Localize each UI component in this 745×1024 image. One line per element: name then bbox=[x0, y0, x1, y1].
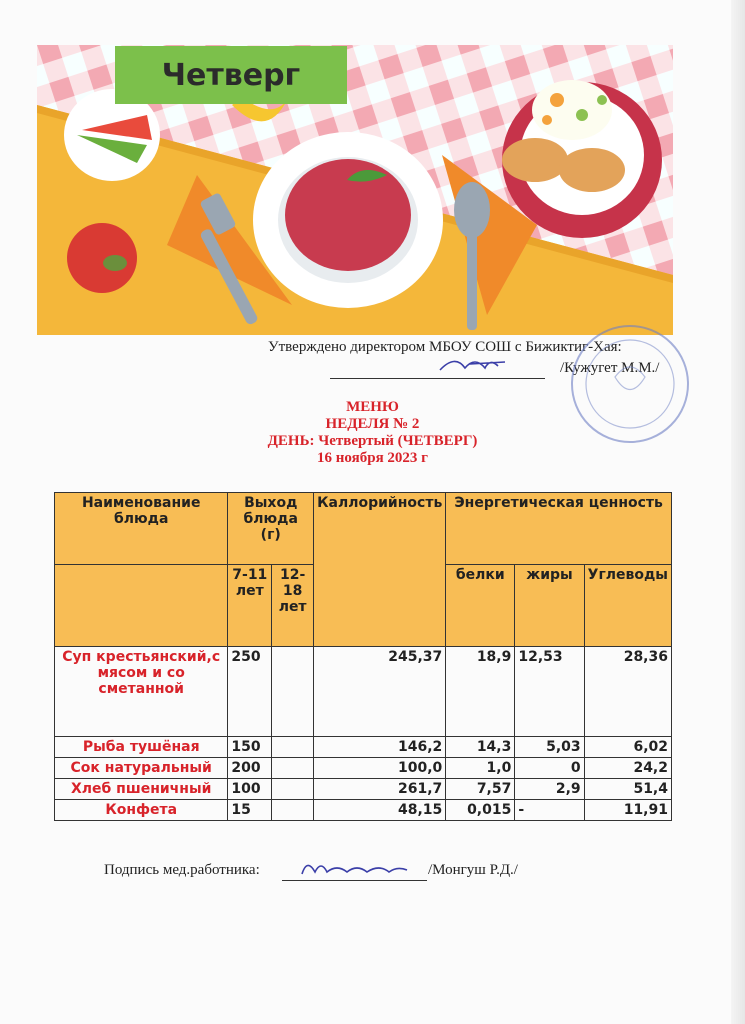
header-age-7-11: 7-11 лет bbox=[228, 565, 272, 647]
menu-table bbox=[54, 492, 672, 821]
medic-signature-line bbox=[282, 864, 427, 881]
table-row bbox=[55, 800, 672, 821]
output-12-18 bbox=[272, 800, 314, 821]
fats-value: - bbox=[515, 800, 584, 821]
output-7-11: 100 bbox=[228, 779, 272, 800]
table-row bbox=[55, 779, 672, 800]
proteins-value: 18,9 bbox=[446, 647, 515, 737]
week-heading: НЕДЕЛЯ № 2 bbox=[325, 416, 420, 432]
date-heading: 16 ноября 2023 г bbox=[317, 450, 428, 466]
output-12-18 bbox=[272, 758, 314, 779]
carbs-value: 28,36 bbox=[584, 647, 671, 737]
calories-value: 261,7 bbox=[314, 779, 446, 800]
medic-name: /Монгуш Р.Д./ bbox=[428, 862, 518, 878]
header-output: Выход блюда (г) bbox=[228, 493, 314, 565]
day-heading: ДЕНЬ: Четвертый (ЧЕТВЕРГ) bbox=[267, 433, 478, 449]
calories-value: 245,37 bbox=[314, 647, 446, 737]
director-signature-line bbox=[330, 362, 545, 379]
approval-line: Утверждено директором МБОУ СОШ с Бижиктиг-Хая: bbox=[268, 339, 622, 355]
dish-name: Рыба тушёная bbox=[55, 737, 228, 758]
carbs-value: 6,02 bbox=[584, 737, 671, 758]
day-title-badge bbox=[115, 46, 347, 104]
dish-name: Сок натуральный bbox=[55, 758, 228, 779]
header-carbs: Углеводы bbox=[584, 565, 671, 647]
header-fats: жиры bbox=[515, 565, 584, 647]
table-header-row bbox=[55, 493, 672, 565]
header-calories: Каллорийность bbox=[314, 493, 446, 647]
table-row bbox=[55, 647, 672, 737]
carbs-value: 11,91 bbox=[584, 800, 671, 821]
fats-value: 0 bbox=[515, 758, 584, 779]
calories-value: 48,15 bbox=[314, 800, 446, 821]
fats-value: 12,53 bbox=[515, 647, 584, 737]
medic-signature bbox=[297, 856, 442, 880]
proteins-value: 0,015 bbox=[446, 800, 515, 821]
header-energy: Энергетическая ценность bbox=[446, 493, 672, 565]
table-row bbox=[55, 737, 672, 758]
page-edge bbox=[731, 0, 745, 1024]
output-7-11: 150 bbox=[228, 737, 272, 758]
table-row bbox=[55, 758, 672, 779]
header-age-12-18: 12-18 лет bbox=[272, 565, 314, 647]
header-dish-name: Наименование блюда bbox=[55, 493, 228, 565]
carbs-value: 51,4 bbox=[584, 779, 671, 800]
dish-name: Конфета bbox=[55, 800, 228, 821]
day-title-text: Четверг bbox=[161, 57, 301, 93]
carbs-value: 24,2 bbox=[584, 758, 671, 779]
proteins-value: 14,3 bbox=[446, 737, 515, 758]
menu-heading: МЕНЮ bbox=[346, 399, 399, 415]
dish-name: Хлеб пшеничный bbox=[55, 779, 228, 800]
proteins-value: 1,0 bbox=[446, 758, 515, 779]
header-proteins: белки bbox=[446, 565, 515, 647]
output-7-11: 250 bbox=[228, 647, 272, 737]
output-7-11: 15 bbox=[228, 800, 272, 821]
medic-signature-label: Подпись мед.работника: bbox=[104, 862, 260, 878]
header-empty bbox=[55, 565, 228, 647]
output-12-18 bbox=[272, 737, 314, 758]
proteins-value: 7,57 bbox=[446, 779, 515, 800]
director-name: /Кужугет М.М./ bbox=[560, 360, 660, 376]
fats-value: 2,9 bbox=[515, 779, 584, 800]
output-7-11: 200 bbox=[228, 758, 272, 779]
calories-value: 100,0 bbox=[314, 758, 446, 779]
output-12-18 bbox=[272, 779, 314, 800]
calories-value: 146,2 bbox=[314, 737, 446, 758]
dish-name: Суп крестьянский,с мясом и со сметанной bbox=[55, 647, 228, 737]
fats-value: 5,03 bbox=[515, 737, 584, 758]
output-12-18 bbox=[272, 647, 314, 737]
